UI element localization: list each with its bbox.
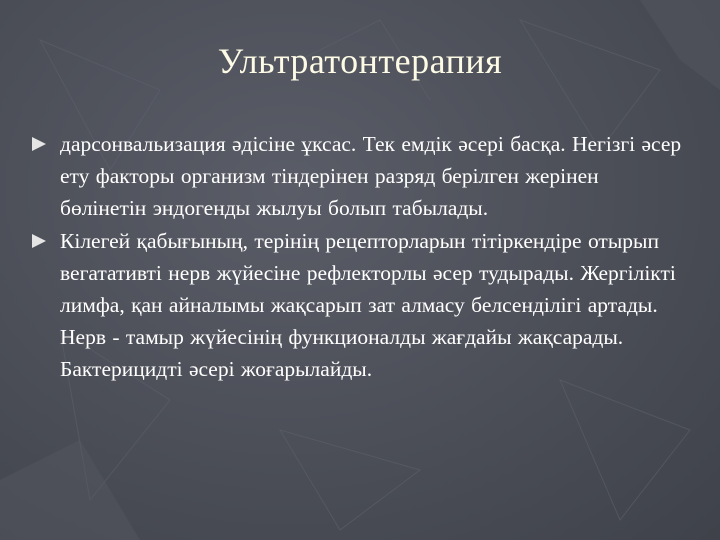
bullet-item — [30, 128, 690, 225]
bullet-text: Кілегей қабығының, терінің рецепторларын тітіркендіре отырып вегатативті нерв жүйесіне рефлекторлы әсер тудырады. Жергілікті лимфа, қан айналымы жақсарып зат алмасу белсенділігі артады. Нерв - тамыр жүйесінің функционалды жағдайы жақсарады. Бактерицидті әсері жоғарылайды. — [60, 228, 676, 382]
bullet-item — [30, 225, 690, 386]
slide-title: Ультратонтерапия — [217, 41, 503, 81]
bullet-list — [30, 128, 690, 386]
right-triangle-bullet-icon — [32, 137, 46, 151]
right-triangle-bullet-icon — [32, 234, 46, 248]
bullet-text: дарсонвальизация әдісіне ұксас. Тек емдік әсері басқа. Негізгі әсер ету факторы организм тіндерінен разряд берілген жерінен бөлінетін эндогенды жылуы болып табылады. — [60, 132, 682, 221]
